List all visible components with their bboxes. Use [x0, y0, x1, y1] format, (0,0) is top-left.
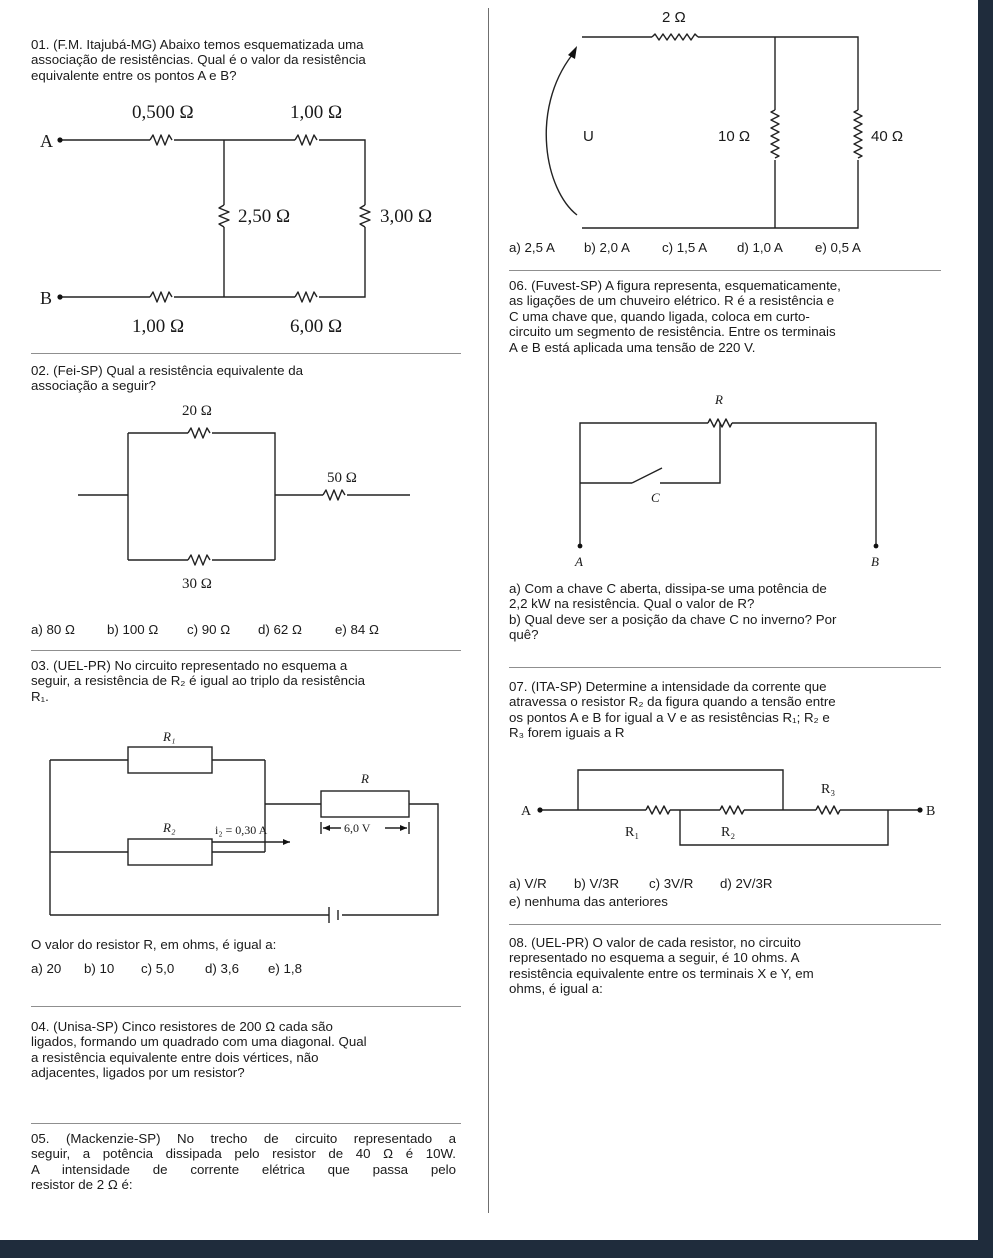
- q02-label-r-30: 30 Ω: [182, 576, 212, 592]
- q07-option-e[interactable]: e) nenhuma das anteriores: [509, 894, 668, 909]
- q06-label-r: R: [715, 392, 723, 407]
- q07-option-c[interactable]: c) 3V/R: [649, 876, 694, 891]
- q07-label-r1: R₁: [625, 825, 640, 840]
- q03-resistor-r2: [128, 839, 212, 865]
- q07-label-b: B: [926, 804, 936, 819]
- q01-resistor-top-left: [150, 135, 172, 145]
- q05-option-a[interactable]: a) 2,5 A: [509, 240, 555, 255]
- q02-resistor-20: [188, 428, 210, 438]
- q07-resistor-r1: [646, 806, 670, 814]
- q01-label-b: B: [40, 288, 53, 308]
- q01-node-a-dot: [57, 137, 62, 142]
- q02-option-d[interactable]: d) 62 Ω: [258, 622, 302, 637]
- q01-label-r-top-right: 1,00 Ω: [290, 102, 343, 123]
- q03-option-b[interactable]: b) 10: [84, 961, 115, 976]
- window-edge: [980, 0, 993, 1258]
- q07-resistor-r2: [720, 806, 744, 814]
- q07-node-b-dot: [917, 807, 922, 812]
- q01-label-r-middle: 2,50 Ω: [238, 206, 291, 227]
- q01-resistor-bottom-left: [150, 292, 172, 302]
- q05-option-b[interactable]: b) 2,0 A: [584, 240, 630, 255]
- q07-statement: 07. (ITA-SP) Determine a intensidade da corrente que atravessa o resistor R₂ da figura quando a tensão entre os pontos A e B for igual a V e as resistências R₁; R₂ e R₃ forem iguais a R: [509, 679, 836, 741]
- q01-statement: 01. (F.M. Itajubá-MG) Abaixo temos esquematizada uma associação de resistências. Qual é o valor da resistência equivalente entre os pontos A e B?: [31, 37, 366, 83]
- q06-label-c: C: [651, 490, 660, 505]
- q01-resistor-top-right: [295, 135, 317, 145]
- q01-resistor-right: [360, 205, 370, 227]
- q02-label-r-20: 20 Ω: [182, 403, 212, 419]
- q02-option-a[interactable]: a) 80 Ω: [31, 622, 75, 637]
- q03-statement: 03. (UEL-PR) No circuito representado no esquema a seguir, a resistência de R₂ é igual ao triplo da resistência R₁.: [31, 658, 366, 704]
- q07-label-a: A: [521, 804, 532, 819]
- q04-statement: 04. (Unisa-SP) Cinco resistores de 200 Ω cada são ligados, formando um quadrado com uma diagonal. Qual a resistência equivalente entre dois vértices, não adjacentes, ligados por um resistor?: [31, 1019, 367, 1081]
- q01-label-r-bottom-left: 1,00 Ω: [132, 316, 185, 337]
- q05-label-10ohm: 10 Ω: [718, 128, 751, 145]
- q06-label-a: A: [575, 554, 583, 569]
- q07-node-a-dot: [537, 807, 542, 812]
- q05-option-c[interactable]: c) 1,5 A: [662, 240, 708, 255]
- q03-label-voltage: 6,0 V: [344, 821, 371, 835]
- q05-resistor-10ohm: [771, 110, 779, 158]
- q01-label-a: A: [40, 131, 53, 151]
- q07-option-d[interactable]: d) 2V/3R: [720, 876, 773, 891]
- q07-option-b[interactable]: b) V/3R: [574, 876, 620, 891]
- q03-question: O valor do resistor R, em ohms, é igual a:: [31, 937, 277, 952]
- q05-label-40ohm: 40 Ω: [871, 128, 904, 145]
- q03-option-c[interactable]: c) 5,0: [141, 961, 175, 976]
- q02-label-r-50: 50 Ω: [327, 470, 357, 486]
- q01-wires: [60, 140, 365, 297]
- q02-option-c[interactable]: c) 90 Ω: [187, 622, 231, 637]
- divider: [31, 650, 461, 651]
- divider: [31, 1123, 461, 1124]
- q03-option-e[interactable]: e) 1,8: [268, 961, 303, 976]
- q02-option-e[interactable]: e) 84 Ω: [335, 622, 379, 637]
- q07-option-a[interactable]: a) V/R: [509, 876, 547, 891]
- q03-option-a[interactable]: a) 20: [31, 961, 62, 976]
- q05-resistor-2ohm: [652, 34, 698, 40]
- q03-label-r: R: [361, 771, 369, 786]
- q06-items: a) Com a chave C aberta, dissipa-se uma potência de 2,2 kW na resistência. Qual o valor de R? b) Qual deve ser a posição da chave C no inverno? Por quê?: [509, 581, 837, 643]
- q05-option-d[interactable]: d) 1,0 A: [737, 240, 783, 255]
- q02-option-b[interactable]: b) 100 Ω: [107, 622, 159, 637]
- divider: [509, 924, 941, 925]
- divider: [31, 1006, 461, 1007]
- q01-node-b-dot: [57, 294, 62, 299]
- q03-resistor-r1: [128, 747, 212, 773]
- divider: [31, 353, 461, 354]
- q06-resistor-r: [708, 419, 732, 427]
- q05-label-u: U: [583, 128, 594, 145]
- q05-voltage-arc: [546, 55, 577, 215]
- q01-label-r-right: 3,00 Ω: [380, 206, 433, 227]
- q06-terminal-b: [874, 544, 879, 549]
- q03-resistor-r: [321, 791, 409, 817]
- divider: [509, 667, 941, 668]
- q02-resistor-30: [188, 555, 210, 565]
- q07-label-r3: R₃: [821, 782, 836, 797]
- q02-statement: 02. (Fei-SP) Qual a resistência equivalente da associação a seguir?: [31, 363, 303, 394]
- q01-resistor-bottom-right: [295, 292, 317, 302]
- q03-option-d[interactable]: d) 3,6: [205, 961, 240, 976]
- q05-option-e[interactable]: e) 0,5 A: [815, 240, 861, 255]
- q08-statement: 08. (UEL-PR) O valor de cada resistor, no circuito representado no esquema a seguir, é 10 ohms. A resistência equivalente entre os terminais X e Y, em ohms, é igual a:: [509, 935, 814, 997]
- q02-resistor-50: [323, 490, 345, 500]
- q01-resistor-middle: [219, 205, 229, 227]
- q05-resistor-40ohm: [854, 110, 862, 158]
- q05-statement: 05. (Mackenzie-SP) No trecho de circuito representado a seguir, a potência dissipada pelo resistor de 40 Ω é 10W. A intensidade de corrente elétrica que passa pelo resistor de 2 Ω é:: [31, 1131, 456, 1193]
- q03-label-r1: R₁: [163, 729, 176, 744]
- q03-label-r2: R₂: [163, 820, 176, 835]
- q07-label-r2: R₂: [721, 825, 736, 840]
- q01-label-r-bottom-right: 6,00 Ω: [290, 316, 343, 337]
- q05-label-2ohm: 2 Ω: [662, 9, 686, 26]
- q06-statement: 06. (Fuvest-SP) A figura representa, esquematicamente, as ligações de um chuveiro elétrico. R é a resistência e C uma chave que, quando ligada, coloca em curto- circuito um segmento de resistência. Entre os terminais A e B está aplicada uma tensão de 220 V.: [509, 278, 841, 355]
- q03-label-current: i₂ = 0,30 A: [215, 823, 268, 837]
- column-divider: [488, 8, 489, 1213]
- divider: [509, 270, 941, 271]
- q06-label-b: B: [871, 554, 879, 569]
- q07-resistor-r3: [816, 806, 840, 814]
- q06-switch-c: [632, 468, 662, 483]
- q06-terminal-a: [578, 544, 583, 549]
- q01-label-r-top-left: 0,500 Ω: [132, 102, 194, 123]
